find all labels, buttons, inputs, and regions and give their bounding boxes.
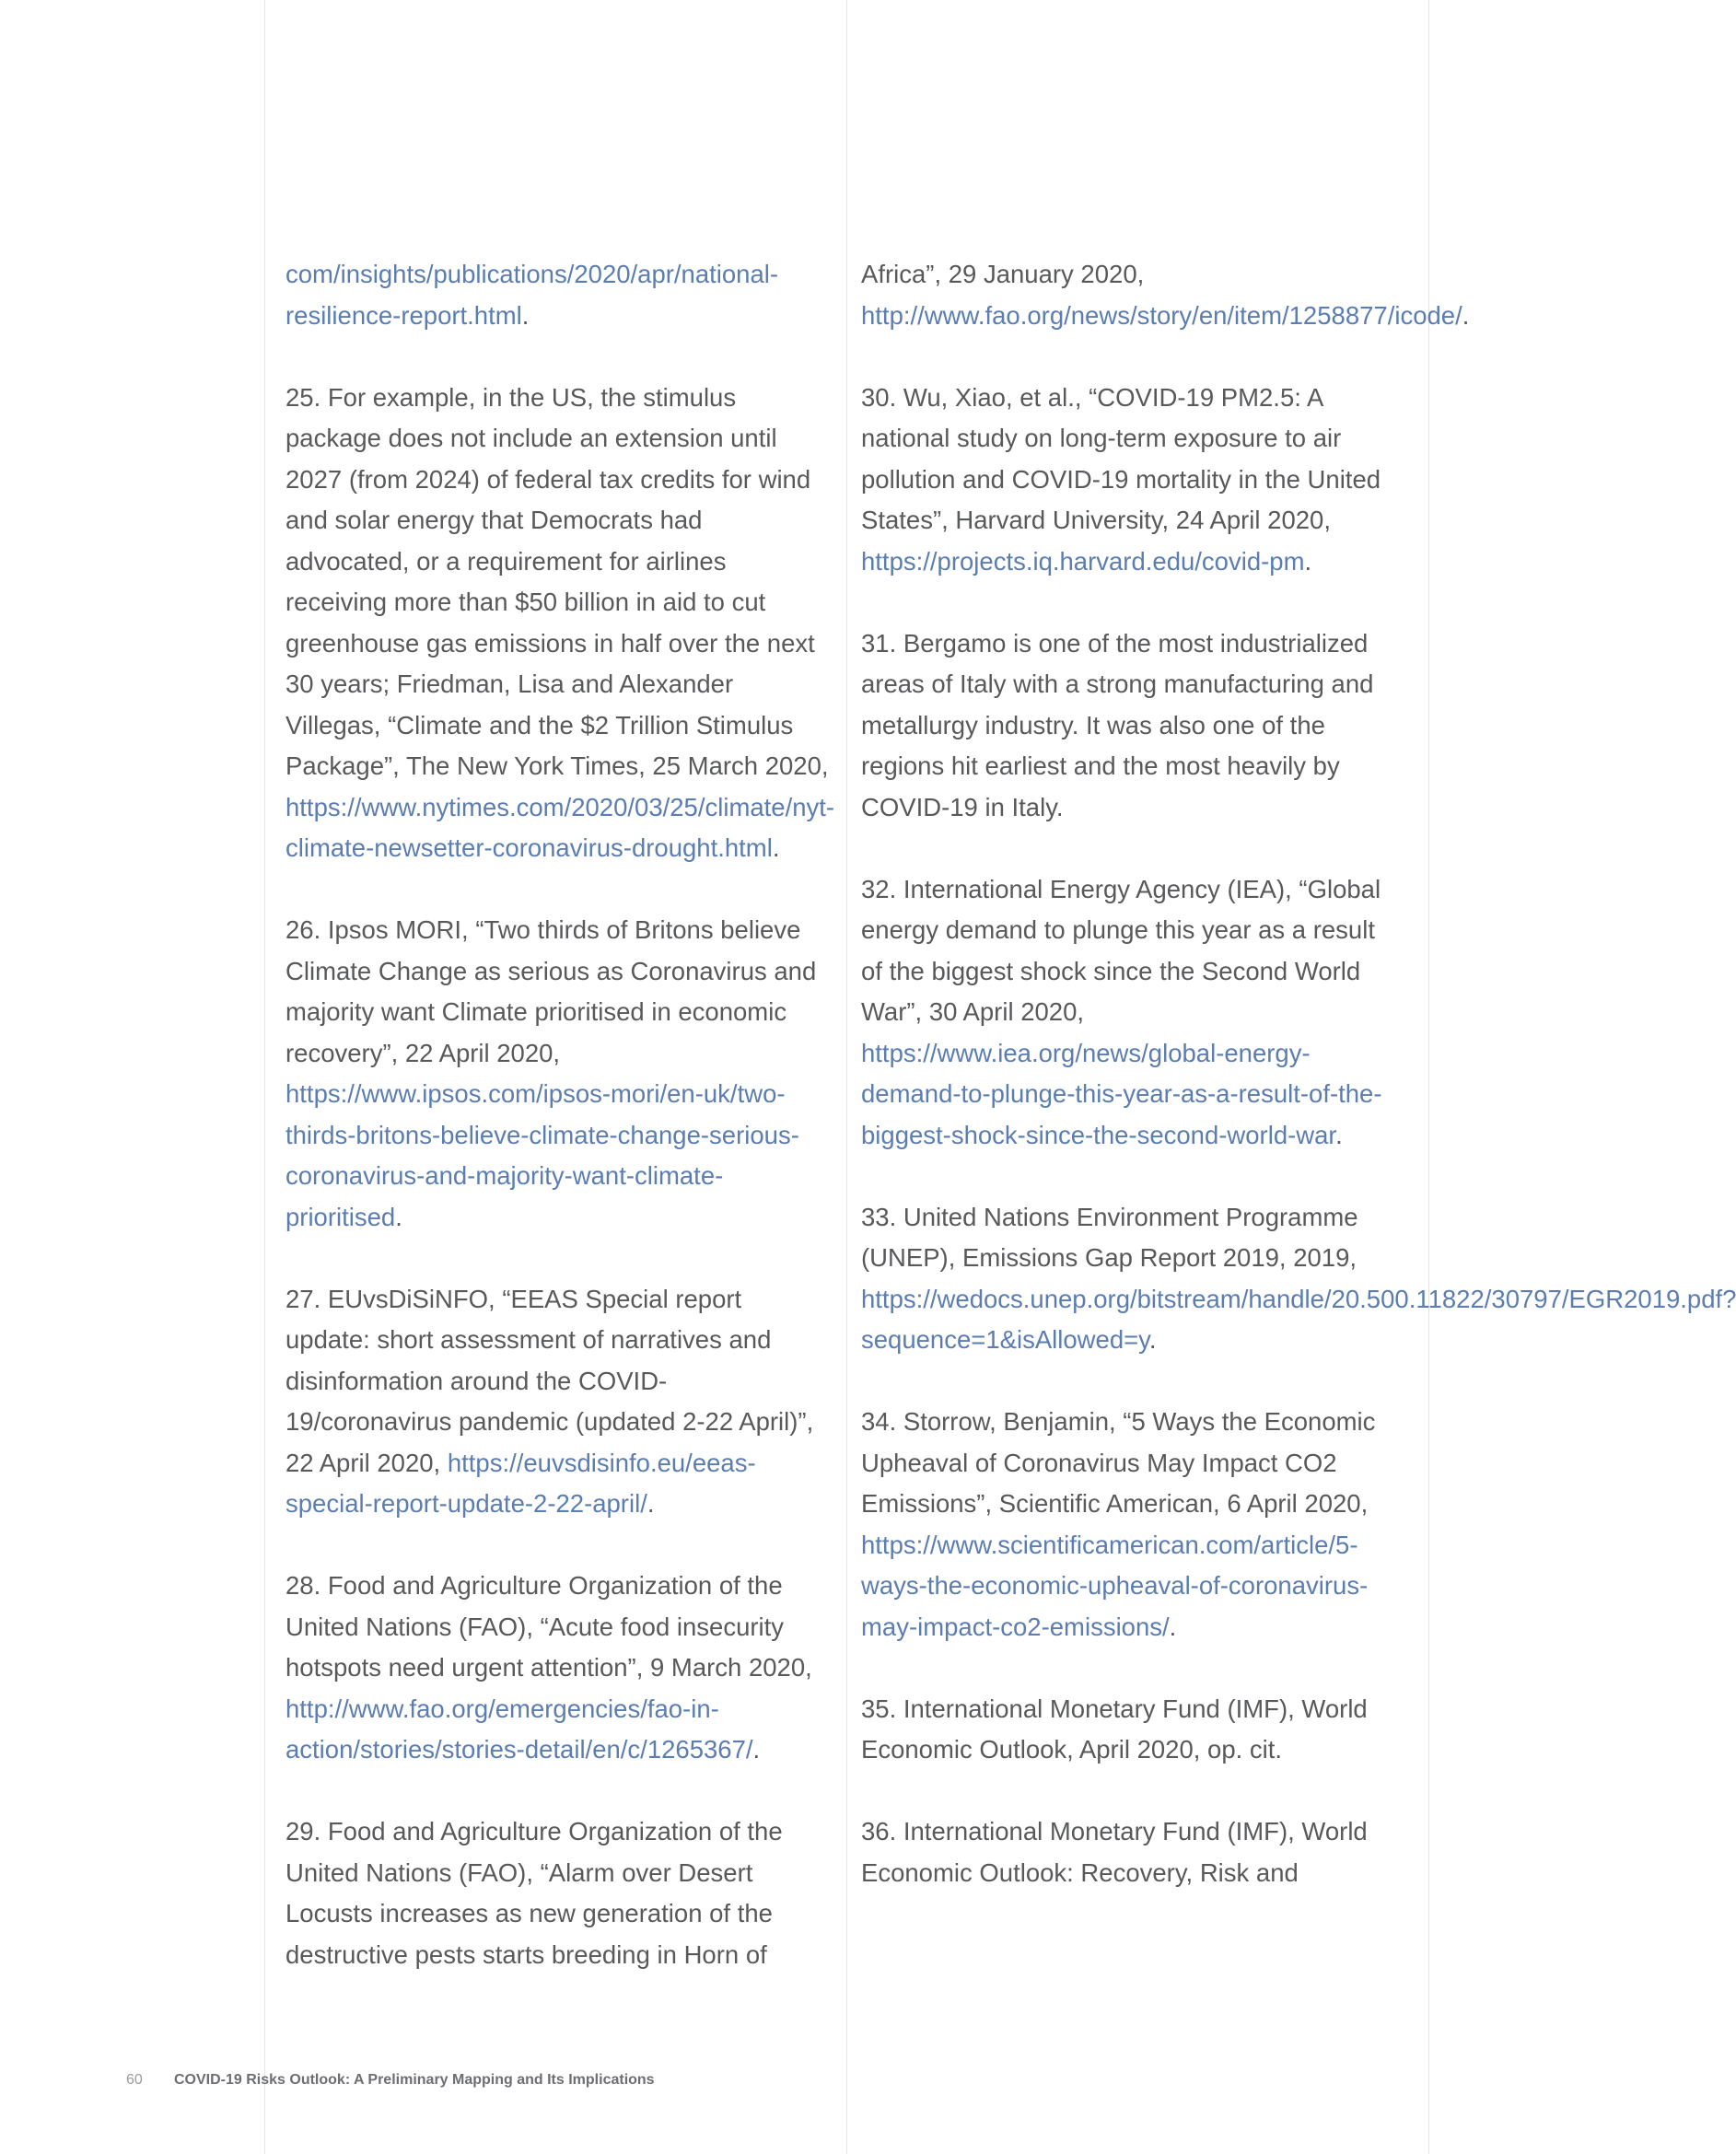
endnote-24-continued: com/insights/publications/2020/apr/national-resilience-report.html. [285, 260, 779, 330]
endnote-32: 32. International Energy Agency (IEA), “Global energy demand to plunge this year as a result of the biggest shock since the Second World War”, 30 April 2020, https://www.iea.org/news/global-energy-demand-to-plunge-this-year-as-a-result-of-the-biggest-shock-since-the-second-world-war. [861, 874, 1382, 1149]
endnote-31: 31. Bergamo is one of the most industrialized areas of Italy with a strong manufacturing and metallurgy industry. It was also one of the regions hit earliest and the most heavily by COVID-19 in Italy. [861, 628, 1374, 821]
endnote-link[interactable]: http://www.fao.org/news/story/en/item/1258877/icode/ [861, 300, 1462, 330]
endnotes-left-column [285, 254, 835, 2017]
endnote-link[interactable]: https://www.scientificamerican.com/article/5-ways-the-economic-upheaval-of-coronavirus-may-impact-co2-emissions/ [861, 1530, 1369, 1641]
endnote-29-continued: Africa”, 29 January 2020, http://www.fao.org/news/story/en/item/1258877/icode/. [861, 260, 1470, 330]
endnote-34: 34. Storrow, Benjamin, “5 Ways the Economic Upheaval of Coronavirus May Impact CO2 Emissions”, Scientific American, 6 April 2020, https://www.scientificamerican.com/article/5-ways-the-economic-upheaval-of-coronavirus-may-impact-co2-emissions/. [861, 1407, 1376, 1641]
column-rule-left [264, 0, 265, 2154]
endnote-link[interactable]: https://euvsdisinfo.eu/eeas-special-report-update-2-22-april/ [285, 1448, 756, 1518]
endnote-33: 33. United Nations Environment Programme (UNEP), Emissions Gap Report 2019, 2019, https://wedocs.unep.org/bitstream/handle/20.500.11822/30797/EGR2019.pdf?sequence=1&isAllowed=y. [861, 1202, 1736, 1354]
endnote-36: 36. International Monetary Fund (IMF), World Economic Outlook: Recovery, Risk and [861, 1817, 1368, 1887]
endnote-link[interactable]: https://www.iea.org/news/global-energy-demand-to-plunge-this-year-as-a-result-of-the-biggest-shock-since-the-second-world-war [861, 1038, 1382, 1149]
footer-document-title: COVID-19 Risks Outlook: A Preliminary Mapping and Its Implications [174, 2072, 655, 2088]
endnote-link[interactable]: https://projects.iq.harvard.edu/covid-pm [861, 546, 1305, 576]
endnote-35: 35. International Monetary Fund (IMF), World Economic Outlook, April 2020, op. cit. [861, 1694, 1368, 1764]
endnote-link[interactable]: https://www.nytimes.com/2020/03/25/climate/nyt-climate-newsetter-coronavirus-drought.html [285, 792, 835, 862]
endnote-29: 29. Food and Agriculture Organization of the United Nations (FAO), “Alarm over Desert Locusts increases as new generation of the destructive pests starts breeding in Horn of [285, 1817, 783, 1969]
column-rule-middle [846, 0, 847, 2154]
endnote-link[interactable]: http://www.fao.org/emergencies/fao-in-action/stories/stories-detail/en/c/1265367/ [285, 1694, 753, 1764]
endnotes-right-column [861, 254, 1736, 1935]
endnote-link[interactable]: com/insights/publications/2020/apr/national-resilience-report.html [285, 260, 779, 330]
endnote-25: 25. For example, in the US, the stimulus package does not include an extension until 2027 (from 2024) of federal tax credits for wind and solar energy that Democrats had advocated, or a requirement for airlines receiving more than $50 billion in aid to cut greenhouse gas emissions in half over the next 30 years; Friedman, Lisa and Alexander Villegas, “Climate and the $2 Trillion Stimulus Package”, The New York Times, 25 March 2020, https://www.nytimes.com/2020/03/25/climate/nyt-climate-newsetter-coronavirus-drought.html. [285, 382, 835, 862]
endnote-26: 26. Ipsos MORI, “Two thirds of Britons believe Climate Change as serious as Coronavirus and majority want Climate prioritised in economic recovery”, 22 April 2020, https://www.ipsos.com/ipsos-mori/en-uk/two-thirds-britons-believe-climate-change-serious-coronavirus-and-majority-want-climate-prioritised. [285, 915, 817, 1231]
endnote-28: 28. Food and Agriculture Organization of the United Nations (FAO), “Acute food insecurity hotspots need urgent attention”, 9 March 2020, http://www.fao.org/emergencies/fao-in-action/stories/stories-detail/en/c/1265367/. [285, 1571, 812, 1764]
endnote-link[interactable]: https://www.ipsos.com/ipsos-mori/en-uk/two-thirds-britons-believe-climate-change-serious-coronavirus-and-majority-want-climate-prioritised [285, 1079, 799, 1231]
endnote-30: 30. Wu, Xiao, et al., “COVID-19 PM2.5: A national study on long-term exposure to air pollution and COVID-19 mortality in the United States”, Harvard University, 24 April 2020, https://projects.iq.harvard.edu/covid-pm. [861, 382, 1381, 576]
endnote-link[interactable]: https://wedocs.unep.org/bitstream/handle/20.500.11822/30797/EGR2019.pdf?sequence=1&isAllowed=y [861, 1284, 1736, 1354]
page-number: 60 [126, 2072, 143, 2088]
endnote-27: 27. EUvsDiSiNFO, “EEAS Special report update: short assessment of narratives and disinformation around the COVID-19/coronavirus pandemic (updated 2-22 April)”, 22 April 2020, https://euvsdisinfo.eu/eeas-special-report-update-2-22-april/. [285, 1284, 814, 1518]
